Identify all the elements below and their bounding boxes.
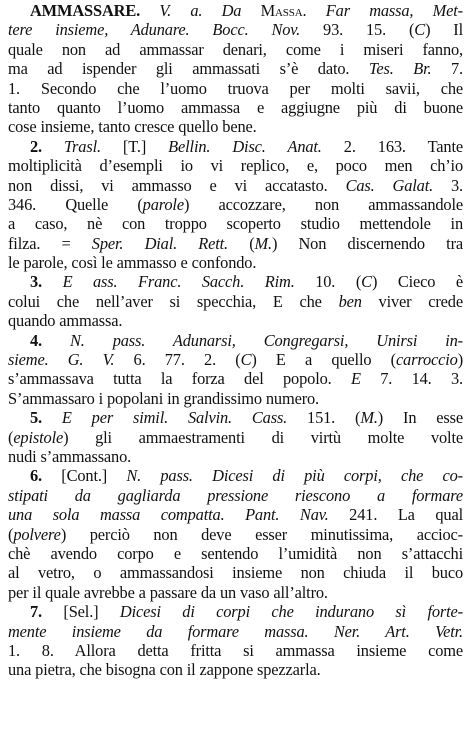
italic-text: E ass. Franc. Sacch. Rim.	[62, 272, 295, 292]
text-segment: viver crede	[361, 291, 463, 311]
sense-number: 7.	[30, 602, 64, 622]
text-line	[8, 311, 463, 330]
text-line	[8, 40, 463, 59]
italic-text: M.	[360, 408, 378, 428]
text-segment: 7. 14. 3.	[360, 369, 463, 389]
text-segment: 1. Secondo che l’uomo truova per molti savii, che	[8, 78, 463, 98]
italic-text: Sper. Dial. Rett.	[91, 233, 228, 253]
text-line	[8, 660, 463, 679]
text-segment: le parole, così le ammasso e confondo.	[8, 253, 257, 273]
text-line	[8, 505, 463, 524]
italic-text: mente insieme da formare massa. Ner. Art. Vetr.	[8, 621, 463, 641]
text-line	[8, 195, 463, 214]
text-line	[8, 641, 463, 660]
italic-text: epistole	[13, 427, 64, 447]
text-segment: ma ad ispender gli ammassati s’è dato.	[8, 59, 369, 79]
text-line	[8, 20, 463, 39]
sense-number: 4.	[30, 330, 70, 350]
text-segment: 93. 15. (	[300, 20, 415, 40]
italic-text: E	[350, 369, 361, 389]
text-line	[8, 98, 463, 117]
text-segment: 2. 163. Tante	[321, 136, 463, 156]
text-segment: ) Cieco è	[371, 272, 463, 292]
text-segment: ) perciò non deve esser minutissima, accioc-	[60, 524, 463, 544]
text-line	[8, 253, 463, 272]
text-line	[8, 389, 463, 408]
italic-text: Trasl.	[64, 136, 101, 156]
text-line	[8, 214, 463, 233]
text-line	[8, 622, 463, 641]
sense-number: 6.	[30, 466, 62, 486]
text-line	[8, 525, 463, 544]
text-segment: moltiplicità d’esempli io vi replico, e, poco men ch’io	[8, 156, 463, 176]
italic-text: una sola massa compatta. Pant. Nav.	[8, 505, 329, 525]
italic-text: N. pass. Adunarsi, Congregarsi, Unirsi in-	[69, 330, 463, 350]
text-line	[8, 234, 463, 253]
text-segment: (	[8, 427, 14, 447]
text-segment: chè avendo corpo e sentendo l’umidità non s’attacchi	[8, 543, 463, 563]
text-line	[8, 331, 463, 350]
italic-text: ben	[338, 291, 362, 311]
text-segment: 346. Quelle (	[8, 194, 143, 214]
text-segment: non dissi, vi ammasso e vi accatasto.	[8, 175, 346, 195]
text-segment: ) In esse	[377, 408, 463, 428]
text-segment: a caso, nè con troppo scoperto studio mettendole in	[8, 214, 463, 234]
text-segment: cose insieme, tanto cresce quello bene.	[8, 117, 257, 137]
text-segment: una pietra, che bisogna con il zappone spezzarla.	[8, 660, 321, 680]
italic-text: parole	[142, 194, 184, 214]
text-segment: filza. =	[8, 233, 92, 253]
italic-text: E per simil. Salvin. Cass.	[61, 408, 288, 428]
text-segment: ) Non discernendo tra	[271, 233, 463, 253]
text-segment: al vetro, o ammassandosi insieme non chiuda il buco	[8, 563, 463, 583]
text-segment: 151. (	[287, 408, 361, 428]
sense-number: 5.	[30, 408, 62, 428]
text-line	[8, 59, 463, 78]
text-line	[8, 408, 463, 427]
italic-text: stipati da gagliarda pressione riescono a formare	[8, 485, 463, 505]
text-segment: 1. 8. Allora detta fritta si ammassa insieme come	[8, 640, 463, 660]
text-segment: 10. (	[294, 272, 362, 292]
text-segment: quale non ad ammassar denari, come i miseri fanno,	[8, 39, 463, 59]
italic-text: carroccio	[395, 350, 458, 370]
text-line	[8, 486, 463, 505]
text-line	[8, 563, 463, 582]
italic-text: Dicesi di corpi che indurano sì forte-	[119, 602, 463, 622]
italic-text: C	[414, 20, 426, 40]
text-segment: [Cont.]	[61, 466, 127, 486]
text-segment: [Sel.]	[63, 602, 120, 622]
text-line	[8, 79, 463, 98]
text-segment: S’ammassaro i popolani in grandissimo numero.	[8, 388, 320, 408]
text-segment: (	[8, 524, 14, 544]
text-line	[8, 602, 463, 621]
text-segment: tanto quanto l’uomo ammassa e aggiugne più di buone	[8, 97, 463, 117]
text-segment: 6. 77. 2. (	[114, 350, 241, 370]
text-segment: ) gli ammaestramenti di virtù molte volte	[63, 427, 463, 447]
text-line	[8, 1, 463, 20]
text-segment: )	[457, 350, 463, 370]
text-segment: 3.	[433, 175, 463, 195]
text-segment: nudi s’ammassano.	[8, 446, 132, 466]
text-line	[8, 350, 463, 369]
text-line	[8, 137, 463, 156]
sense-number: 3.	[30, 272, 63, 292]
text-segment: ) Il	[425, 20, 463, 40]
text-segment: (	[228, 233, 255, 253]
text-line	[8, 428, 463, 447]
italic-text: Far massa, Met-	[325, 1, 463, 20]
italic-text: C	[361, 272, 372, 292]
text-segment: ) accozzare, non ammassandole	[183, 194, 463, 214]
italic-text: sieme. G. V.	[8, 350, 115, 370]
text-segment: 7.	[431, 59, 463, 79]
dictionary-entry-ammassare	[8, 1, 463, 680]
text-line	[8, 292, 463, 311]
text-segment: 241. La qual	[328, 505, 463, 525]
text-segment: [T.]	[100, 136, 169, 156]
italic-text: Cas. Galat.	[345, 175, 434, 195]
italic-text: tere insieme, Adunare. Bocc. Nov.	[8, 20, 301, 40]
sense-number: AMMASSARE.	[30, 1, 141, 20]
text-segment: s’ammassava tutta la forza del popolo.	[8, 369, 351, 389]
italic-text: M.	[254, 233, 272, 253]
text-line	[8, 447, 463, 466]
text-segment	[140, 1, 159, 20]
italic-text: polvere	[13, 524, 61, 544]
text-segment: per il quale avrebbe a passare da un vaso all’altro.	[8, 582, 328, 602]
italic-text: Bellin. Disc. Anat.	[168, 136, 322, 156]
text-line	[8, 117, 463, 136]
italic-text: C	[240, 350, 252, 370]
sense-number: 2.	[30, 136, 64, 156]
text-line	[8, 156, 463, 175]
text-segment: .	[302, 1, 326, 20]
italic-text: V. a. Da	[159, 1, 261, 20]
text-segment: colui che nell’aver si specchia, E che	[8, 291, 339, 311]
text-line	[8, 583, 463, 602]
text-line	[8, 544, 463, 563]
text-segment: ) E a quello (	[251, 350, 396, 370]
text-line	[8, 369, 463, 388]
text-segment: quando ammassa.	[8, 311, 123, 331]
text-line	[8, 466, 463, 485]
small-caps-text: Massa	[260, 1, 303, 20]
text-line	[8, 272, 463, 291]
italic-text: N. pass. Dicesi di più corpi, che co-	[126, 466, 463, 486]
text-line	[8, 176, 463, 195]
italic-text: Tes. Br.	[368, 59, 432, 79]
